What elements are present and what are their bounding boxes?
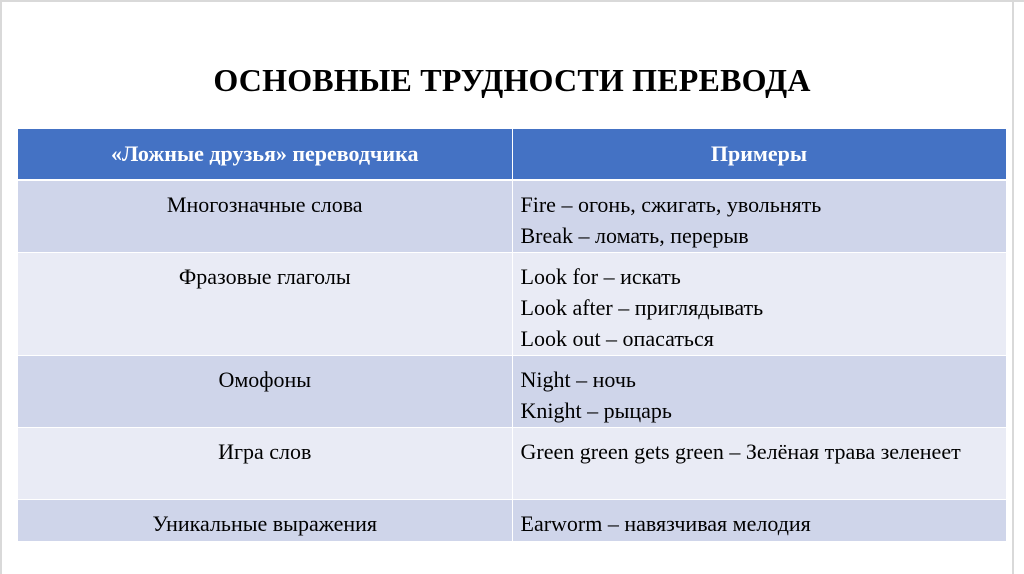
difficulties-table [18, 129, 1007, 542]
term-cell: Омофоны [18, 356, 512, 428]
example-line: Look out – опасаться [520, 326, 714, 351]
table-row [18, 253, 1006, 356]
example-line: Fire – огонь, сжигать, увольнять [520, 192, 822, 217]
table-row [18, 180, 1006, 253]
examples-cell [512, 253, 1006, 356]
term-cell: Фразовые глаголы [18, 253, 512, 356]
header-cell-examples: Примеры [512, 129, 1006, 180]
table-row [18, 500, 1006, 542]
table-row [18, 356, 1006, 428]
example-line: Look for – искать [520, 264, 681, 289]
table-header-row [18, 129, 1006, 180]
example-line: Break – ломать, перерыв [520, 223, 749, 248]
term-cell: Игра слов [18, 428, 512, 500]
examples-cell [512, 356, 1006, 428]
examples-cell [512, 428, 1006, 500]
examples-cell [512, 500, 1006, 542]
example-line: Knight – рыцарь [520, 398, 672, 423]
examples-cell [512, 180, 1006, 253]
header-cell-terms: «Ложные друзья» переводчика [18, 129, 512, 180]
example-line: Green green gets green – Зелёная трава зеленеет [520, 439, 961, 464]
slide-border-top [0, 0, 1024, 2]
example-line: Night – ночь [520, 367, 636, 392]
example-line: Look after – приглядывать [520, 295, 764, 320]
table-row [18, 428, 1006, 500]
term-cell: Уникальные выражения [18, 500, 512, 542]
term-cell: Многозначные слова [18, 180, 512, 253]
example-line: Earworm – навязчивая мелодия [520, 511, 811, 536]
slide-title: ОСНОВНЫЕ ТРУДНОСТИ ПЕРЕВОДА [213, 62, 811, 98]
